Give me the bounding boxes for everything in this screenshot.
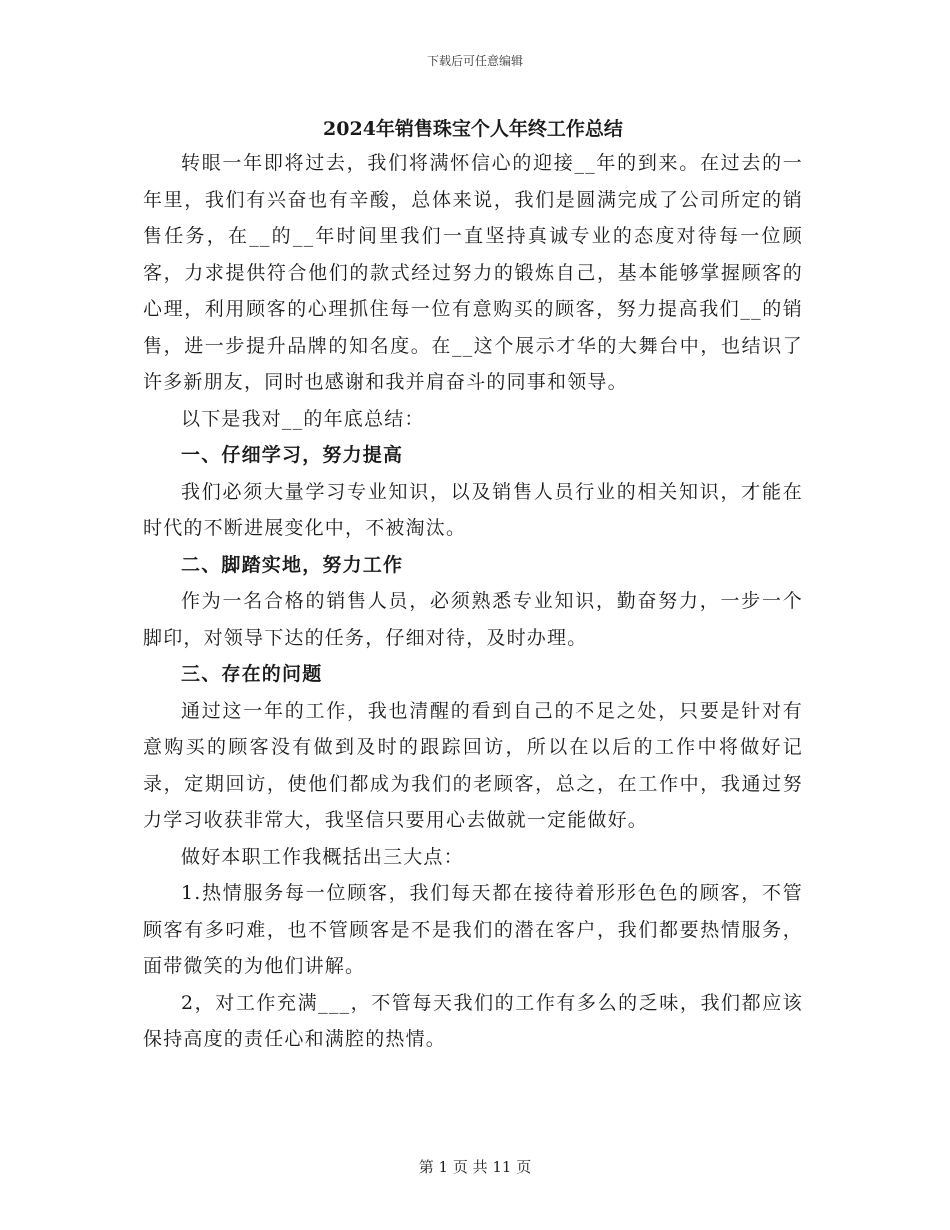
paragraph: 1.热情服务每一位顾客，我们每天都在接待着形形色色的顾客，不管顾客有多叼难，也不管顾客是不是我们的潜在客户，我们都要热情服务，面带微笑的为他们讲解。 bbox=[143, 882, 803, 977]
paragraph: 作为一名合格的销售人员，必须熟悉专业知识，勤奋努力，一步一个脚印，对领导下达的任务，仔细对待，及时办理。 bbox=[143, 590, 803, 649]
document-content bbox=[143, 145, 803, 1058]
page-header: 下载后可任意编辑 bbox=[426, 54, 523, 68]
page-number: 第 1 页 共 11 页 bbox=[418, 1158, 532, 1176]
section-heading: 二、脚踏实地，努力工作 bbox=[181, 553, 404, 576]
paragraph: 我们必须大量学习专业知识，以及销售人员行业的相关知识，才能在时代的不断进展变化中，不被淘汰。 bbox=[143, 480, 803, 539]
paragraph: 通过这一年的工作，我也清醒的看到自己的不足之处，只要是针对有意购买的顾客没有做到及时的跟踪回访，所以在以后的工作中将做好记录，定期回访，使他们都成为我们的老顾客，总之，在工作中，我通过努力学习收获非常大，我坚信只要用心去做就一定能做好。 bbox=[143, 699, 803, 831]
section-heading: 一、仔细学习，努力提高 bbox=[181, 444, 404, 466]
section-heading: 三、存在的问题 bbox=[181, 663, 323, 685]
paragraph: 做好本职工作我概括出三大点： bbox=[181, 845, 464, 868]
document-title: 2024年销售珠宝个人年终工作总结 bbox=[323, 118, 623, 140]
paragraph: 转眼一年即将过去，我们将满怀信心的迎接__年的到来。在过去的一年里，我们有兴奋也有辛酸，总体来说，我们是圆满完成了公司所定的销售任务，在__的__年时间里我们一直坚持真诚专业的态度对待每一位顾客，力求提供符合他们的款式经过努力的锻炼自己，基本能够掌握顾客的心理，利用顾客的心理抓住每一位有意购买的顾客，努力提高我们__的销售，进一步提升品牌的知名度。在__这个展示才华的大舞台中，也结识了许多新朋友，同时也感谢和我并肩奋斗的同事和领导。 bbox=[143, 152, 803, 393]
paragraph: 2，对工作充满___，不管每天我们的工作有多么的乏味，我们都应该保持高度的责任心和满腔的热情。 bbox=[143, 991, 803, 1050]
paragraph: 以下是我对__的年底总结： bbox=[181, 407, 425, 430]
document-body bbox=[143, 113, 803, 1058]
